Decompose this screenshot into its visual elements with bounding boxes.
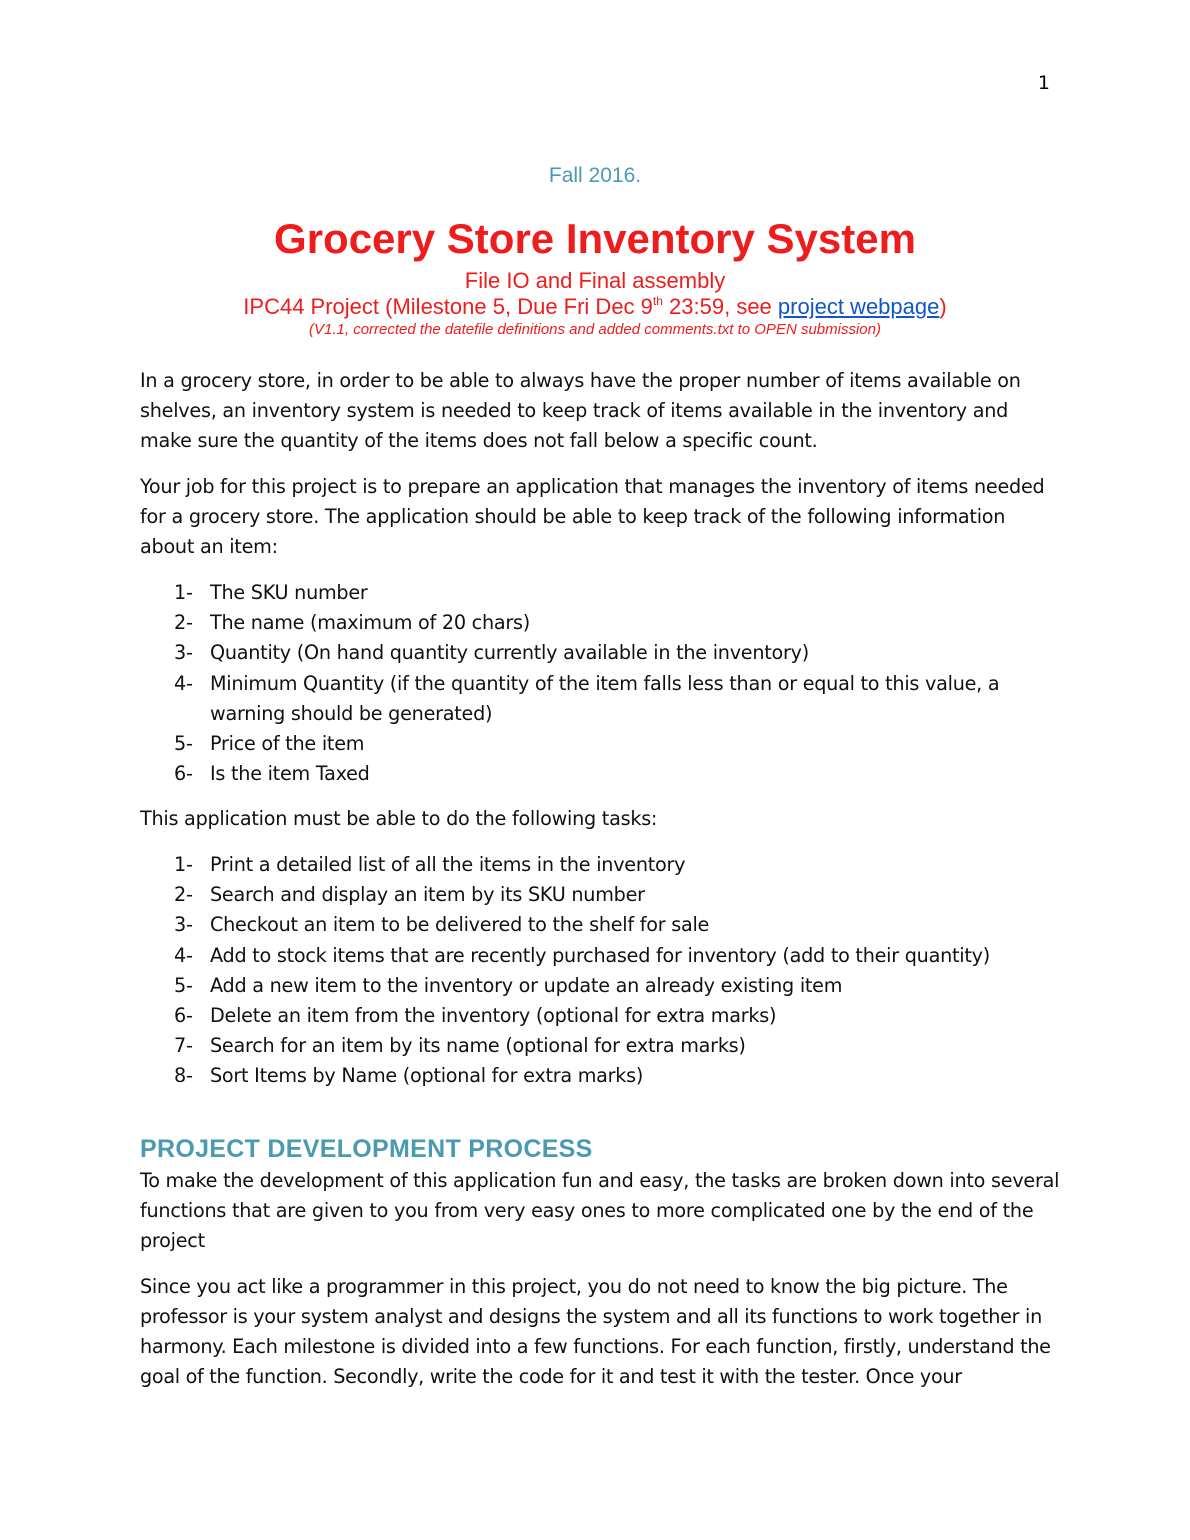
list-item-text: Add to stock items that are recently purchased for inventory (add to their quantity) [210,943,990,967]
tasks-intro-text: This application must be able to do the following tasks: [140,807,658,830]
list-item-number: 4- [174,943,193,967]
list-item-text: Quantity (On hand quantity currently available in the inventory) [210,641,810,665]
list-item-number: 3- [174,641,193,665]
programmer-paragraph [140,1272,1060,1392]
job-paragraph-text: Your job for this project is to prepare an application that manages the inventory of items needed for a grocery store. The application should be able to keep track of the following information about an item: [140,475,1045,558]
list-item [174,880,1054,910]
development-paragraph-text: To make the development of this application fun and easy, the tasks are broken down into several functions that are given to you from very easy ones to more complicated one by the end of the project [140,1169,1060,1252]
list-item-text: Search and display an item by its SKU number [210,883,645,907]
list-item-number: 7- [174,1034,193,1058]
list-item [174,971,1054,1001]
list-item-number: 6- [174,762,193,786]
document-subtitle: File IO and Final assembly [464,268,726,293]
list-item-text: Is the item Taxed [210,762,370,786]
list-item-text: Checkout an item to be delivered to the shelf for sale [210,913,710,937]
list-item-text: Minimum Quantity (if the quantity of the item falls less than or equal to this value, a warning should be generated) [210,671,1000,725]
list-item [174,1001,1054,1031]
list-item-number: 5- [174,973,193,997]
intro-paragraph-text: In a grocery store, in order to be able to always have the proper number of items available on shelves, an inventory system is needed to keep track of items available in the inventory and make sure the quantity of the items does not fall below a specific count. [140,369,1021,452]
job-paragraph [140,472,1060,562]
list-item-number: 1- [174,581,193,604]
list-item [174,608,1054,638]
list-item-number: 2- [174,883,193,907]
list-item-number: 6- [174,1004,193,1028]
list-item-text: Sort Items by Name (optional for extra marks) [210,1064,644,1088]
list-item [174,941,1054,971]
intro-paragraph [140,366,1060,456]
list-item [174,729,1054,759]
list-item-text: The SKU number [210,581,368,604]
item-info-list [174,578,1054,789]
tasks-list [174,850,1054,1092]
list-item-number: 2- [174,611,193,635]
list-item-text: Search for an item by its name (optional for extra marks) [210,1034,746,1058]
programmer-paragraph-text: Since you act like a programmer in this project, you do not need to know the big picture. The professor is your system analyst and designs the system and all its functions to work together in harmony. Each milestone is divided into a few functions. For each function, firstly, understand the goal of the function. Secondly, write the code for it and test it with the tester. Once your [140,1275,1051,1388]
list-item [174,850,1054,880]
list-item-number: 8- [174,1064,193,1088]
date-ordinal-suffix: th [652,294,663,308]
project-due-time: 23:59, see [662,294,778,319]
list-item [174,669,1054,729]
project-due-line [0,294,1190,320]
list-item [174,910,1054,940]
list-item-number: 4- [174,671,193,695]
version-note: (V1.1, corrected the datefile definitions and added comments.txt to OPEN submission) [309,321,881,338]
project-due-suffix: ) [939,294,947,319]
list-item-text: Delete an item from the inventory (optional for extra marks) [210,1004,777,1028]
tasks-intro [140,804,1060,834]
project-webpage-link[interactable]: project webpage [777,294,940,319]
list-item-number: 5- [174,732,193,756]
project-due-prefix: IPC44 Project (Milestone 5, Due Fri Dec 9 [243,294,653,319]
list-item [174,1031,1054,1061]
list-item-text: Price of the item [210,732,365,756]
list-item [174,638,1054,668]
list-item [174,1061,1054,1091]
list-item [174,578,1054,608]
list-item-text: Print a detailed list of all the items in the inventory [210,853,686,876]
semester-label: Fall 2016. [548,164,642,187]
list-item-text: The name (maximum of 20 chars) [210,611,531,635]
document-title: Grocery Store Inventory System [274,215,916,262]
list-item-number: 1- [174,853,193,876]
development-paragraph [140,1166,1060,1256]
section-heading: PROJECT DEVELOPMENT PROCESS [140,1135,593,1163]
list-item-number: 3- [174,913,193,937]
list-item [174,759,1054,789]
page-number: 1 [1037,72,1050,94]
list-item-text: Add a new item to the inventory or update an already existing item [210,973,843,997]
